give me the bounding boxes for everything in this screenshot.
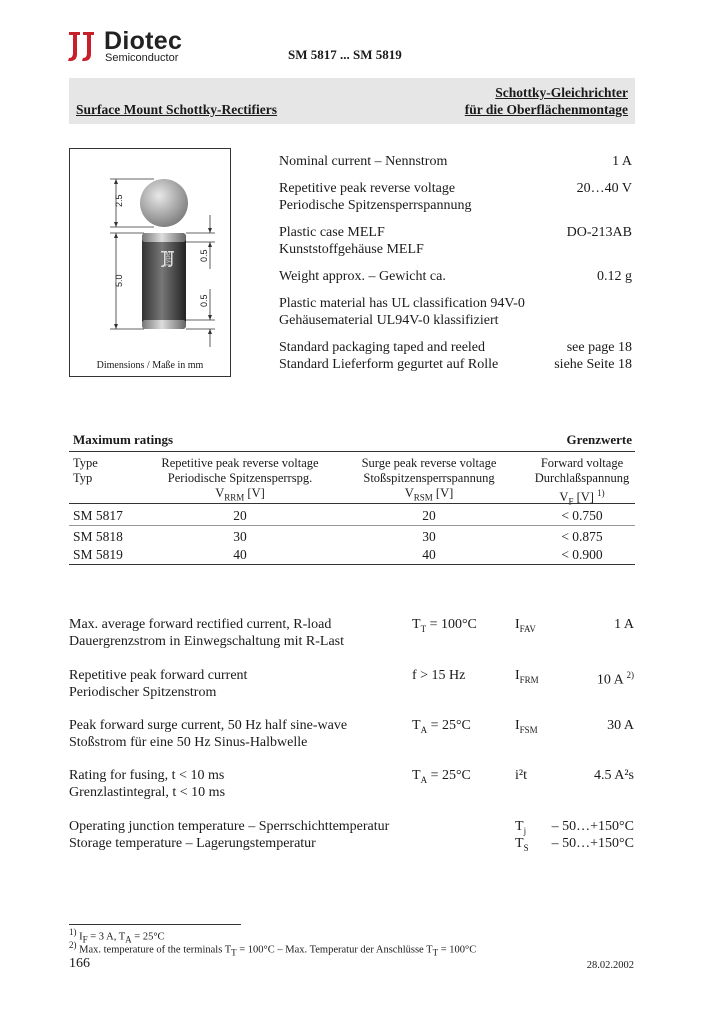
table-header-rule <box>69 503 635 504</box>
table-row-vrsm: 40 <box>422 547 436 562</box>
table-row-type: SM 5817 <box>73 508 123 523</box>
table-row-rule <box>69 525 635 526</box>
dim-length-label: 5.0 <box>114 274 124 287</box>
param-ifrm-label-en: Repetitive peak forward current <box>69 668 248 683</box>
banner-title-de-1: Schottky-Gleichrichter <box>495 85 628 100</box>
param-i2t-label-en: Rating for fusing, t < 10 ms <box>69 768 225 783</box>
spec-nominal-current-value: 1 A <box>612 154 632 169</box>
banner-title-de-2: für die Oberflächenmontage <box>464 102 628 117</box>
spec-vrrm-value: 20…40 V <box>576 181 632 196</box>
drawing-caption: Dimensions / Maße in mm <box>96 360 204 371</box>
spec-ul-label-de: Gehäusematerial UL94V-0 klassifiziert <box>279 313 499 328</box>
table-bottom-rule <box>69 564 635 565</box>
brand-subtitle: Semiconductor <box>105 52 179 64</box>
max-ratings-title-de: Grenzwerte <box>566 432 632 447</box>
th-vf-symbol: $V_F$ [V] $^{1)}$ <box>559 488 605 507</box>
th-type-en: Type <box>73 456 98 470</box>
th-vrsm-symbol: $V_{RSM}$ [V] <box>404 486 454 503</box>
spec-packaging-value-de: siehe Seite 18 <box>554 357 632 372</box>
spec-case-label-en: Plastic case MELF <box>279 225 385 240</box>
package-body <box>142 233 186 329</box>
document-date: 28.02.2002 <box>586 960 634 971</box>
page-number: 166 <box>69 956 90 971</box>
spec-vrrm-label-en: Repetitive peak reverse voltage <box>279 181 456 196</box>
dim-band-top-label: 0.5 <box>199 249 209 262</box>
table-top-rule <box>69 451 635 452</box>
th-vrrm-en: Repetitive peak reverse voltage <box>161 456 319 470</box>
param-i2t-value: 4.5 A²s <box>594 768 634 783</box>
table-row-vrrm: 30 <box>233 529 247 544</box>
th-vrsm-en: Surge peak reverse voltage <box>361 456 497 470</box>
param-ifsm-symbol: $I_{FSM}$ <box>515 718 538 735</box>
spec-packaging-label-de: Standard Lieferform gegurtet auf Rolle <box>279 357 499 372</box>
param-i2t-label-de: Grenzlastintegral, t < 10 ms <box>69 785 226 800</box>
th-vf-en: Forward voltage <box>540 456 624 470</box>
param-ifsm-label-en: Peak forward surge current, 50 Hz half sine-wave <box>69 718 348 733</box>
package-end-view <box>140 179 188 227</box>
body-type-marking: Type <box>165 251 172 267</box>
melf-package-drawing <box>70 149 230 361</box>
footnote-rule <box>69 924 241 925</box>
param-ifav-condition: $T_T = 100^\circ C$ <box>412 617 477 634</box>
th-vf-de: Durchlaßspannung <box>534 471 630 485</box>
spec-weight-value: 0.12 g <box>597 269 632 284</box>
page-title: SM 5817 ... SM 5819 <box>288 47 402 62</box>
param-ifav-symbol: $I_{FAV}$ <box>515 617 536 634</box>
table-row-vf: < 0.750 <box>561 508 603 523</box>
param-ifrm-label-de: Periodischer Spitzenstrom <box>69 685 217 700</box>
param-ts-label: Storage temperature – Lagerungstemperatur <box>69 836 316 851</box>
spec-nominal-current-label: Nominal current – Nennstrom <box>279 154 448 169</box>
spec-packaging-value-en: see page 18 <box>566 340 632 355</box>
param-ifav-label-de: Dauergrenzstrom in Einwegschaltung mit R-Last <box>69 634 345 649</box>
spec-case-value: DO-213AB <box>566 225 632 240</box>
table-row-type: SM 5819 <box>73 547 123 562</box>
param-ts-symbol: $T_S$ <box>515 836 529 853</box>
param-i2t-symbol: i²t <box>515 768 527 783</box>
footnote-1: $^{1)}$ $I_F = 3$ A, $T_A = 25^\circ C$ <box>69 927 165 945</box>
max-ratings-title: Maximum ratings <box>73 432 174 447</box>
table-row-vf: < 0.900 <box>561 547 603 562</box>
param-tj-label: Operating junction temperature – Sperrschichttemperatur <box>69 819 390 834</box>
th-type-de: Typ <box>73 471 93 485</box>
param-ifav-label-en: Max. average forward rectified current, R-load <box>69 617 332 632</box>
table-row-vrrm: 20 <box>233 508 247 523</box>
dim-diameter-label: 2.5 <box>114 194 124 207</box>
table-row-vrrm: 40 <box>233 547 247 562</box>
spec-packaging-label-en: Standard packaging taped and reeled <box>279 340 486 355</box>
th-vrsm-de: Stoßspitzensperrspannung <box>363 471 495 485</box>
spec-ul-label-en: Plastic material has UL classification 94V-0 <box>279 296 525 311</box>
param-ts-value: – 50…+150°C <box>551 836 634 851</box>
banner-title-en: Surface Mount Schottky-Rectifiers <box>76 102 277 117</box>
param-ifsm-value: 30 A <box>607 718 634 733</box>
spec-weight-label: Weight approx. – Gewicht ca. <box>279 269 446 284</box>
param-ifsm-label-de: Stoßstrom für eine 50 Hz Sinus-Halbwelle <box>69 735 308 750</box>
param-ifav-value: 1 A <box>614 617 634 632</box>
table-row-vrsm: 30 <box>422 529 436 544</box>
spec-case-label-de: Kunststoffgehäuse MELF <box>279 242 424 257</box>
param-ifrm-condition: f > 15 Hz <box>412 668 466 683</box>
spec-vrrm-label-de: Periodische Spitzensperrspannung <box>279 198 472 213</box>
table-row-type: SM 5818 <box>73 529 123 544</box>
param-ifrm-value: 10 A $^{2)}$ <box>596 670 634 688</box>
table-row-vrsm: 20 <box>422 508 436 523</box>
param-i2t-condition: $T_A = 25^\circ C$ <box>412 768 471 785</box>
param-tj-symbol: $T_j$ <box>515 819 527 836</box>
diotec-logo-icon <box>66 28 98 64</box>
th-vrrm-symbol: $V_{RRM}$ [V] <box>215 486 265 503</box>
table-row-vf: < 0.875 <box>561 529 603 544</box>
th-vrrm-de: Periodische Spitzensperrspg. <box>167 471 313 485</box>
param-ifrm-symbol: $I_{FRM}$ <box>515 668 539 685</box>
param-ifsm-condition: $T_A = 25^\circ C$ <box>412 718 471 735</box>
brand-name: Diotec <box>104 27 183 55</box>
footnote-2: $^{2)}$ Max. temperature of the terminals $T_T = 100^\circ C$ – Max. Temperatur der Anschlüsse $T_T = 100^\circ C$ <box>69 940 477 958</box>
param-tj-value: – 50…+150°C <box>551 819 634 834</box>
dim-band-bottom-label: 0.5 <box>199 294 209 307</box>
